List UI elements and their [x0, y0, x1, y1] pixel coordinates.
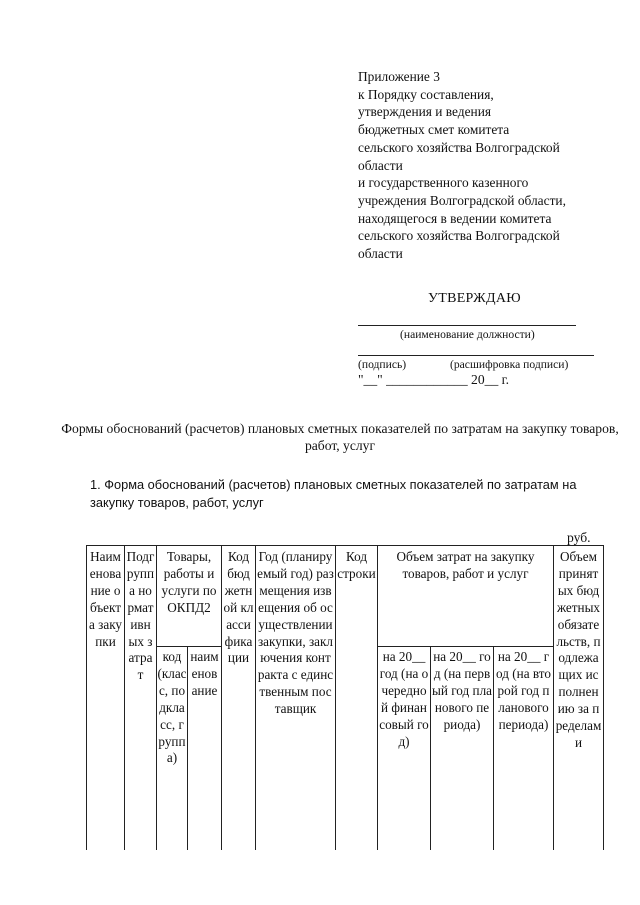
date-line: "__" ____________ 20__ г. [358, 372, 510, 387]
table-column-border [255, 545, 256, 850]
page-title: Формы обоснований (расчетов) плановых сметных показателей по затратам на закупку товаров, работ, услуг [61, 421, 619, 453]
table-top-border [86, 545, 604, 546]
appendix-line: бюджетных смет комитета [358, 122, 510, 138]
table-column-border [430, 646, 431, 850]
position-line [358, 325, 576, 326]
position-caption: (наименование должности) [400, 328, 535, 341]
table-column-border [335, 545, 336, 850]
decoding-caption: (расшифровка подписи) [450, 358, 569, 371]
header-goods-code: код (класс, подкласс, группа) [157, 649, 187, 766]
header-volume-second: на 20__ год (на второй год планового периода) [496, 649, 551, 732]
currency-label: руб. [567, 530, 591, 545]
header-subgroup: Подгруппа нормативных затрат [126, 549, 155, 683]
table-row-border [156, 646, 221, 647]
table-column-border [377, 545, 378, 850]
signature-caption: (подпись) [358, 358, 407, 371]
appendix-line: сельского хозяйства Волгоградской [358, 139, 560, 155]
header-volume-first: на 20__ год (на первый год планового периода) [432, 649, 492, 732]
table-column-border [187, 646, 188, 850]
header-name: Наименование объекта закупки [88, 549, 123, 649]
appendix-line: к Порядку составления, [358, 86, 494, 102]
table-column-border [221, 545, 222, 850]
table-column-border [553, 545, 554, 850]
approval-title: УТВЕРЖДАЮ [428, 291, 521, 306]
appendix-line: сельского хозяйства Волгоградской [358, 228, 560, 244]
appendix-line: Приложение 3 [358, 69, 440, 84]
header-goods: Товары, работы и услуги по ОКПД2 [161, 549, 217, 615]
appendix-line: находящегося в ведении комитета [358, 210, 552, 226]
table-column-border [493, 646, 494, 850]
table-column-border [603, 545, 604, 850]
header-year: Год (планируемый год) размещения извещения об осуществлении закупки, заключения контракта с единственным поставщик [257, 549, 334, 717]
header-row-code: Код строки [337, 549, 376, 581]
table-row-border [377, 646, 553, 647]
header-kbk: Код бюджетной классификации [223, 549, 254, 666]
appendix-line: учреждения Волгоградской области, [358, 192, 566, 208]
signature-line [358, 355, 594, 356]
appendix-line: утверждения и ведения [358, 104, 492, 120]
header-goods-name: наименование [190, 649, 219, 698]
justification-table [86, 545, 604, 850]
header-volume-current: на 20__ год (на очередной финансовый год) [379, 649, 429, 749]
appendix-block [358, 68, 628, 263]
section-title: 1. Форма обоснований (расчетов) плановых сметных показателей по затратам на закупку товаров, работ, услуг [90, 477, 577, 510]
table-column-border [124, 545, 125, 850]
appendix-line: области [358, 246, 403, 262]
header-volume: Объем затрат на закупку товаров, работ и услуг [396, 549, 535, 581]
appendix-line: и государственного казенного [358, 175, 529, 191]
table-column-border [86, 545, 87, 850]
header-obligations: Объем принятых бюджетных обязательств, подлежащих исполнению за пределами [555, 549, 602, 750]
appendix-line: области [358, 157, 403, 173]
